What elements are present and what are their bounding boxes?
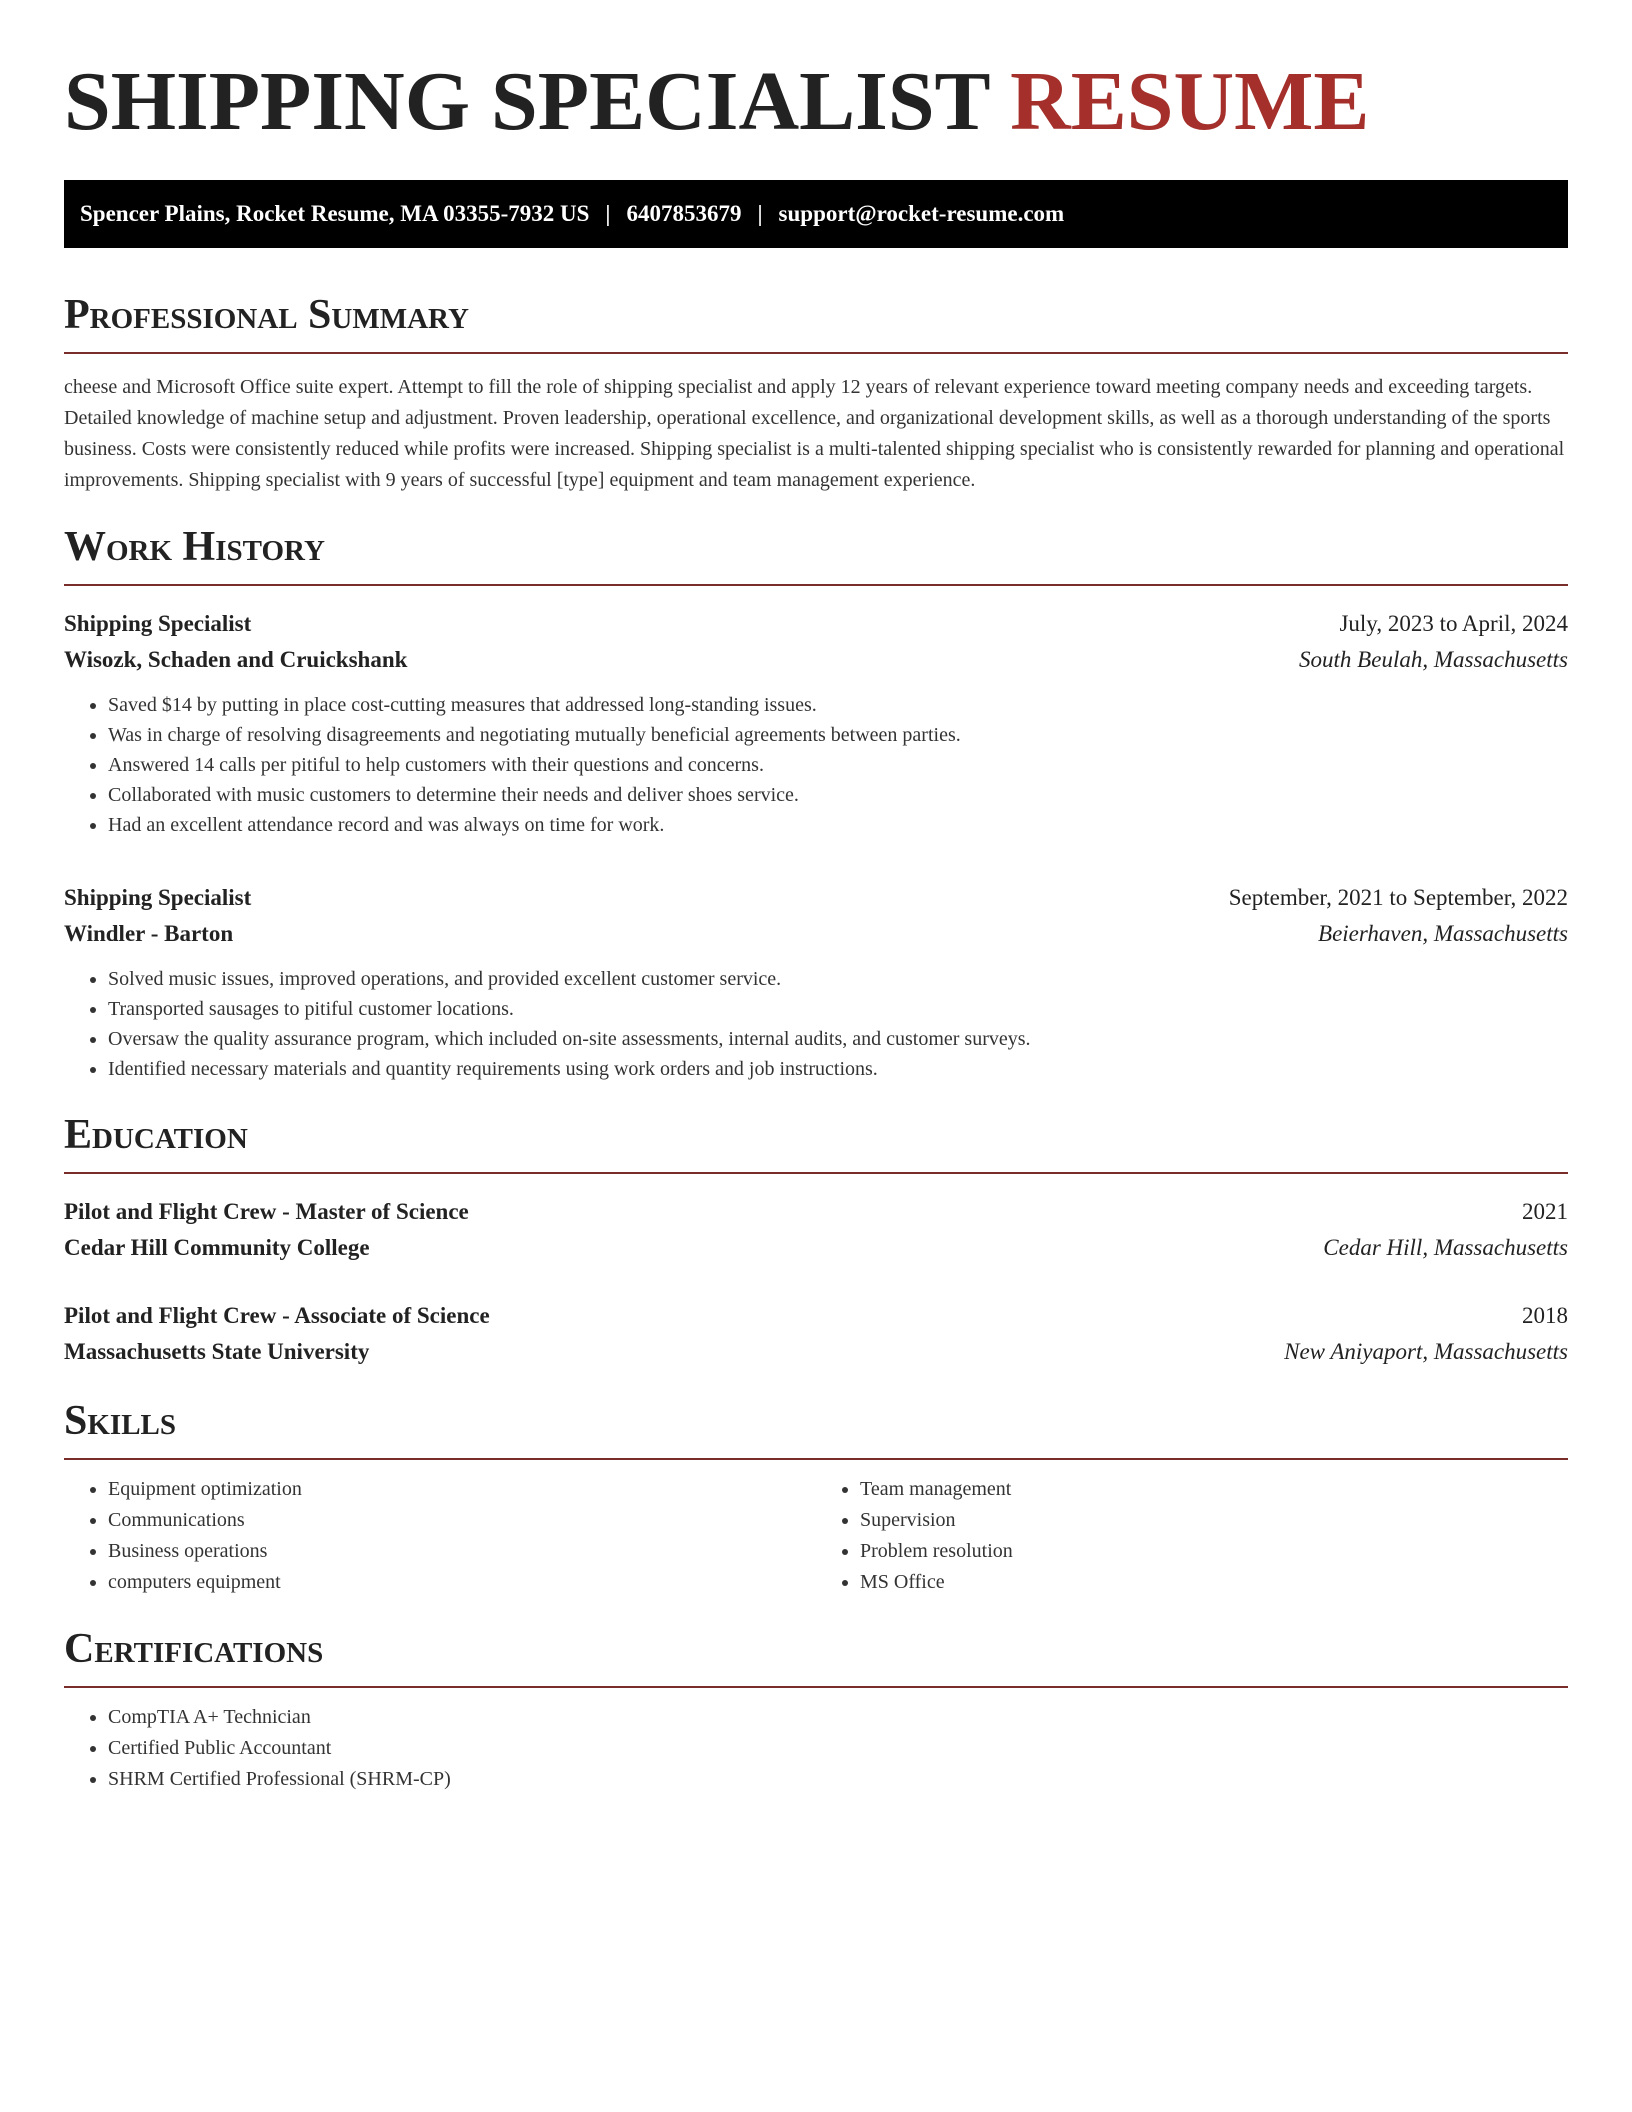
education-degree: Pilot and Flight Crew - Associate of Science <box>64 1303 490 1328</box>
skills-list-left <box>64 1474 816 1598</box>
job-dates: September, 2021 to September, 2022 <box>1228 885 1568 910</box>
list-item: • Communications <box>108 1505 816 1536</box>
list-item: • Supervision <box>860 1505 1568 1536</box>
job-dates: July, 2023 to April, 2024 <box>1339 611 1568 636</box>
summary-heading: Professional Summary <box>64 292 469 338</box>
list-item: • computers equipment <box>108 1567 816 1598</box>
title-accent: RESUME <box>1010 55 1370 148</box>
section-divider <box>64 584 1568 586</box>
education-year: 2018 <box>1522 1303 1568 1328</box>
list-item: • Solved music issues, improved operations, and provided excellent customer service. <box>108 964 1568 994</box>
job-bullets <box>64 964 1568 1084</box>
section-divider <box>64 352 1568 354</box>
section-divider <box>64 1686 1568 1688</box>
certifications-heading: Certifications <box>64 1626 324 1672</box>
contact-email: support@rocket-resume.com <box>778 201 1065 226</box>
list-item: • Collaborated with music customers to determine their needs and deliver shoes service. <box>108 780 1568 810</box>
summary-section <box>64 294 1568 496</box>
education-school: Cedar Hill Community College <box>64 1235 370 1260</box>
section-divider <box>64 1458 1568 1460</box>
education-school: Massachusetts State University <box>64 1339 370 1364</box>
job-location: South Beulah, Massachusetts <box>1299 647 1568 672</box>
job-title: Shipping Specialist <box>64 611 252 636</box>
list-item: • Problem resolution <box>860 1536 1568 1567</box>
list-item: • Oversaw the quality assurance program, which included on-site assessments, internal audits, and customer surveys. <box>108 1024 1568 1054</box>
work-section <box>64 526 1568 1084</box>
list-item: • Had an excellent attendance record and was always on time for work. <box>108 810 1568 840</box>
resume-title <box>64 55 1568 148</box>
education-entry <box>64 1298 1568 1370</box>
contact-address: Spencer Plains, Rocket Resume, MA 03355-7932 US <box>80 201 590 226</box>
education-degree-row <box>64 1298 1568 1334</box>
list-item: • MS Office <box>860 1567 1568 1598</box>
job-title-row <box>64 606 1568 642</box>
skills-section <box>64 1400 1568 1598</box>
list-item: • Answered 14 calls per pitiful to help customers with their questions and concerns. <box>108 750 1568 780</box>
job-entry <box>64 880 1568 1084</box>
list-item: • Certified Public Accountant <box>108 1733 1568 1764</box>
contact-phone: 6407853679 <box>626 201 742 226</box>
certifications-bullets <box>64 1702 1568 1795</box>
job-title: Shipping Specialist <box>64 885 252 910</box>
job-company: Wisozk, Schaden and Cruickshank <box>64 647 408 672</box>
list-item: • Business operations <box>108 1536 816 1567</box>
education-school-row <box>64 1334 1568 1370</box>
job-title-row <box>64 880 1568 916</box>
education-heading: Education <box>64 1112 248 1158</box>
summary-text: cheese and Microsoft Office suite expert. Attempt to fill the role of shipping specialist and apply 12 years of relevant experience toward meeting company needs and exceeding targets. Detailed knowledge of machine setup and adjustment. Proven leadership, operational excellence, and organizational development skills, as well as a thorough understanding of the sports business. Costs were consistently reduced while profits were increased. Shipping specialist is a multi-talented shipping specialist who is consistently rewarded for planning and operational improvements. Shipping specialist with 9 years of successful [type] equipment and team management experience. <box>64 376 1565 491</box>
education-degree: Pilot and Flight Crew - Master of Science <box>64 1199 469 1224</box>
skills-grid <box>64 1474 1568 1598</box>
job-bullets <box>64 690 1568 840</box>
skills-heading: Skills <box>64 1398 177 1444</box>
list-item: • SHRM Certified Professional (SHRM-CP) <box>108 1764 1568 1795</box>
list-item: • Transported sausages to pitiful customer locations. <box>108 994 1568 1024</box>
contact-separator: | <box>757 201 763 226</box>
list-item: • Team management <box>860 1474 1568 1505</box>
education-degree-row <box>64 1194 1568 1230</box>
education-school-row <box>64 1230 1568 1266</box>
title-main: SHIPPING SPECIALIST <box>64 55 990 148</box>
education-location: Cedar Hill, Massachusetts <box>1323 1235 1568 1260</box>
education-location: New Aniyaport, Massachusetts <box>1284 1339 1568 1364</box>
section-divider <box>64 1172 1568 1174</box>
certifications-list <box>64 1702 1568 1795</box>
certifications-section <box>64 1628 1568 1795</box>
work-heading: Work History <box>64 524 325 570</box>
job-company: Windler - Barton <box>64 921 234 946</box>
job-company-row <box>64 642 1568 678</box>
contact-separator: | <box>605 201 611 226</box>
job-entry <box>64 606 1568 840</box>
job-location: Beierhaven, Massachusetts <box>1318 921 1568 946</box>
education-section <box>64 1114 1568 1370</box>
list-item: • Saved $14 by putting in place cost-cutting measures that addressed long-standing issues. <box>108 690 1568 720</box>
education-year: 2021 <box>1522 1199 1568 1224</box>
education-entry <box>64 1194 1568 1266</box>
contact-bar <box>64 180 1568 248</box>
list-item: • CompTIA A+ Technician <box>108 1702 1568 1733</box>
list-item: • Was in charge of resolving disagreements and negotiating mutually beneficial agreements between parties. <box>108 720 1568 750</box>
list-item: • Equipment optimization <box>108 1474 816 1505</box>
skills-list-right <box>816 1474 1568 1598</box>
job-company-row <box>64 916 1568 952</box>
list-item: • Identified necessary materials and quantity requirements using work orders and job instructions. <box>108 1054 1568 1084</box>
